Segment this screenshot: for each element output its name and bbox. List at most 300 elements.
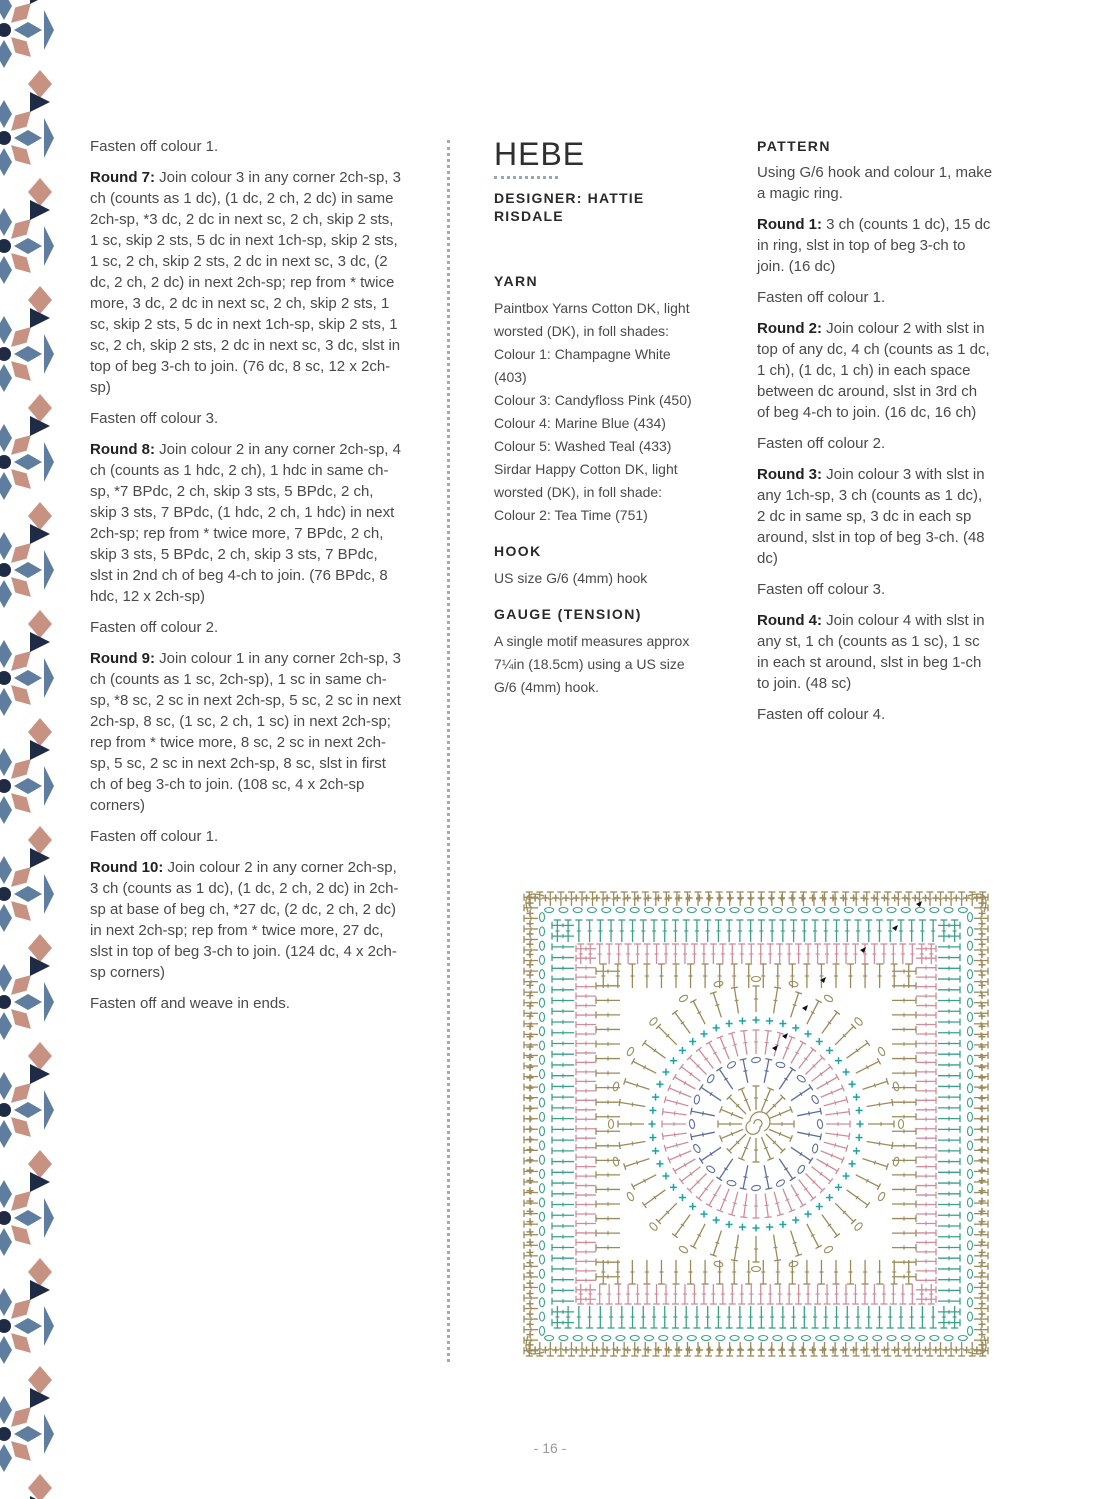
stitch-round-9 [527, 1167, 534, 1174]
stitch-round-10 [974, 1179, 988, 1186]
stitch-round-8 [640, 920, 647, 942]
stitch-round-10 [716, 892, 723, 906]
stitch-round-8 [865, 920, 872, 942]
chain-round-8 [540, 927, 545, 936]
stitch-round-7 [576, 1258, 596, 1265]
stitch-round-7 [596, 944, 603, 964]
stitch-round-6 [702, 1260, 709, 1284]
pattern-heading: PATTERN [757, 138, 831, 154]
chain-round-8 [944, 908, 953, 913]
stitch-round-7 [634, 944, 641, 964]
stitch-round-7 [852, 1284, 859, 1304]
stitch-round-3 [668, 1085, 692, 1097]
stitch-round-7 [576, 1248, 596, 1255]
stitch-round-8 [844, 920, 851, 942]
stitch-round-9 [979, 1239, 986, 1246]
stitch-round-8 [726, 920, 733, 942]
stitch-round-10 [758, 892, 765, 906]
stitch-round-8 [693, 1306, 700, 1328]
stitch-round-10 [524, 1084, 538, 1091]
stitch-round-8 [938, 1276, 960, 1283]
stitch-round-5 [672, 1010, 690, 1033]
stitch-round-7 [576, 1267, 596, 1274]
stitch-round-9 [819, 895, 826, 902]
stitch-round-8 [833, 920, 840, 942]
stitch-round-8 [822, 920, 829, 942]
chain-round-2 [694, 1095, 701, 1105]
stitch-round-7 [700, 1284, 707, 1304]
stitch-round-8 [790, 920, 797, 942]
chain-round-2 [751, 1057, 761, 1064]
chain-round-8 [616, 908, 625, 913]
stitch-round-4 [826, 1194, 833, 1201]
stitch-round-4 [856, 1134, 863, 1141]
stitch-round-7 [757, 944, 764, 964]
stitch-round-9 [979, 1280, 986, 1287]
stitch-round-10 [948, 892, 955, 906]
stitch-round-8 [938, 1158, 960, 1165]
stitch-round-10 [974, 1094, 988, 1101]
chain-round-8 [540, 1098, 545, 1107]
stitch-round-7 [916, 1135, 936, 1142]
stitch-round-7 [576, 1021, 596, 1028]
stitch-round-7 [576, 945, 596, 952]
stitch-round-8 [672, 920, 679, 942]
stitch-round-6 [596, 968, 620, 975]
stitch-round-10 [695, 892, 702, 906]
stitch-round-4 [853, 1147, 860, 1154]
stitch-round-10 [974, 968, 988, 975]
chain-round-8 [968, 984, 973, 993]
stitch-round-8 [938, 965, 960, 972]
fasten-off-note: Fasten off colour 1. [757, 289, 886, 306]
stitch-round-10 [524, 1273, 538, 1280]
stitch-round-9 [922, 895, 929, 902]
stitch-round-9 [706, 895, 713, 902]
stitch-round-7 [587, 1284, 594, 1304]
chain-round-8 [645, 1336, 654, 1341]
stitch-round-3 [662, 1121, 686, 1128]
stitch-round-7 [576, 1163, 596, 1170]
stitch-round-7 [748, 1284, 755, 1304]
stitch-round-4 [649, 1121, 656, 1128]
stitch-round-8 [769, 920, 776, 942]
stitch-round-9 [614, 895, 621, 902]
chain-round-5 [854, 1222, 864, 1232]
stitch-round-4 [792, 1217, 799, 1224]
stitch-round-7 [576, 1078, 596, 1085]
stitch-round-8 [919, 1306, 926, 1328]
stitch-round-8 [938, 1201, 960, 1208]
chain-round-8 [968, 1084, 973, 1093]
stitch-round-8 [693, 920, 700, 942]
stitch-round-9 [979, 1002, 986, 1009]
stitch-round-7 [576, 1173, 596, 1180]
stitch-round-5 [624, 1078, 650, 1089]
stitch-round-9 [979, 1290, 986, 1297]
chain-round-8 [559, 908, 568, 913]
stitch-round-6 [596, 1026, 620, 1033]
round-label: Round 8: [90, 441, 155, 458]
stitch-round-9 [593, 895, 600, 902]
stitch-round-4 [857, 1121, 864, 1128]
stitch-round-9 [552, 895, 559, 902]
stitch-round-8 [938, 1051, 960, 1058]
stitch-round-10 [800, 892, 807, 906]
stitch-round-8 [552, 933, 574, 940]
stitch-round-5 [773, 987, 781, 1013]
stitch-round-5 [835, 1203, 856, 1224]
stitch-round-7 [916, 1182, 936, 1189]
stitch-round-9 [527, 972, 534, 979]
stitch-round-8 [736, 920, 743, 942]
stitch-round-3 [728, 1192, 738, 1216]
stitch-round-10 [916, 1342, 923, 1356]
stitch-round-1 [753, 1086, 760, 1110]
stitch-round-6 [596, 1201, 620, 1208]
chain-round-8 [540, 1041, 545, 1050]
stitch-round-8 [552, 1147, 574, 1154]
stitch-round-10 [524, 978, 538, 985]
stitch-round-8 [812, 1306, 819, 1328]
stitch-round-4 [689, 1203, 696, 1210]
chain-round-8 [968, 1298, 973, 1307]
round-label: Round 7: [90, 169, 155, 186]
stitch-round-10 [789, 1342, 796, 1356]
stitch-round-7 [738, 1284, 745, 1304]
stitch-round-6 [892, 1259, 916, 1266]
page-number: - 16 - [533, 1440, 567, 1456]
stitch-round-6 [892, 1273, 916, 1280]
stitch-round-9 [979, 1054, 986, 1061]
stitch-round-10 [705, 892, 712, 906]
stitch-round-7 [916, 1106, 936, 1113]
stitch-round-8 [629, 1306, 636, 1328]
stitch-round-5 [753, 986, 760, 1012]
stitch-round-1 [766, 1134, 785, 1153]
stitch-round-6 [596, 997, 620, 1004]
stitch-round-7 [576, 1296, 596, 1303]
stitch-round-8 [865, 1306, 872, 1328]
tile-motif [0, 1064, 54, 1178]
stitch-round-8 [661, 1306, 668, 1328]
pattern-title: HEBE [494, 136, 586, 172]
stitch-round-9 [532, 1347, 539, 1354]
stitch-round-7 [916, 1154, 936, 1161]
stitch-round-8 [552, 1040, 574, 1047]
stitch-round-10 [974, 1073, 988, 1080]
stitch-round-6 [774, 1260, 781, 1284]
chain-round-8 [602, 908, 611, 913]
stitch-round-6 [818, 1260, 825, 1284]
chain-round-8 [830, 1336, 839, 1341]
stitch-round-10 [524, 936, 538, 943]
stitch-round-6 [596, 1113, 620, 1120]
stitch-round-4 [670, 1184, 677, 1191]
yarn-line: Paintbox Yarns Cotton DK, light [494, 300, 690, 316]
chain-round-5 [854, 1017, 864, 1027]
tile-motif [0, 956, 54, 1070]
chain-round-2 [817, 1119, 824, 1129]
designer-line-2: RISDALE [494, 208, 564, 224]
chain-round-8 [844, 1336, 853, 1341]
stitch-round-8 [661, 920, 668, 942]
stitch-round-3 [740, 1030, 747, 1054]
stitch-round-3 [774, 1192, 784, 1216]
chain-round-8 [968, 1241, 973, 1250]
stitch-round-4 [689, 1038, 696, 1045]
yarn-line: worsted (DK), in foll shade: [494, 484, 663, 500]
stitch-round-9 [901, 895, 908, 902]
stitch-round-5 [835, 1024, 856, 1045]
stitch-round-6 [745, 964, 752, 988]
stitch-round-2 [716, 1159, 732, 1181]
title-underline [494, 176, 558, 179]
stitch-round-10 [974, 1115, 988, 1122]
round-text: Join colour 2 in any corner 2ch-sp, 3 ch (counts as 1 dc), (1 dc, 2 ch, 2 dc) in 2ch-sp at base of beg ch, *27 dc, (2 dc, 2 ch, 2 dc) in next 2ch-sp; rep from * twice more, 27 dc, slst in top of beg 3-ch to join. (124 dc, 4 x 2ch-sp corners) [90, 859, 399, 981]
chain-round-8 [540, 1155, 545, 1164]
stitch-round-10 [958, 892, 965, 906]
stitch-round-9 [527, 1341, 534, 1348]
stitch-round-7 [576, 1059, 596, 1066]
stitch-round-7 [576, 1144, 596, 1151]
tile-motif [0, 848, 54, 962]
stitch-round-10 [737, 1342, 744, 1356]
stitch-round-7 [672, 1284, 679, 1304]
stitch-round-9 [799, 1347, 806, 1354]
stitch-round-3 [728, 1032, 738, 1056]
stitch-round-6 [847, 1260, 854, 1284]
stitch-round-3 [825, 1108, 849, 1115]
chain-round-8 [968, 1312, 973, 1321]
stitch-round-8 [552, 1169, 574, 1176]
stitch-round-3 [717, 1036, 729, 1060]
stitch-round-8 [586, 1306, 593, 1328]
stitch-round-6 [892, 982, 916, 989]
stitch-round-9 [527, 982, 534, 989]
chain-round-2 [706, 1074, 715, 1084]
stitch-round-4 [679, 1194, 686, 1201]
stitch-round-10 [974, 1273, 988, 1280]
stitch-round-3 [817, 1159, 840, 1174]
stitch-round-7 [916, 964, 936, 971]
stitch-round-6 [673, 1260, 680, 1284]
stitch-round-4 [701, 1211, 708, 1218]
stitch-round-9 [979, 930, 986, 937]
stitch-round-2 [779, 1067, 795, 1089]
chain-round-8 [540, 1212, 545, 1221]
stitch-round-5 [868, 1121, 894, 1128]
stitch-round-7 [916, 1068, 936, 1075]
stitch-round-7 [786, 944, 793, 964]
stitch-round-3 [753, 1030, 760, 1054]
stitch-round-10 [524, 1284, 538, 1291]
stitch-round-10 [524, 1073, 538, 1080]
stitch-round-9 [979, 1259, 986, 1266]
stitch-round-8 [938, 1126, 960, 1133]
tile-motif [0, 632, 54, 746]
stitch-round-10 [524, 1179, 538, 1186]
stitch-round-2 [797, 1108, 821, 1116]
stitch-round-4 [713, 1217, 720, 1224]
stitch-round-8 [715, 920, 722, 942]
stitch-round-4 [652, 1094, 659, 1101]
stitch-round-7 [576, 1049, 596, 1056]
chain-round-8 [673, 908, 682, 913]
stitch-round-7 [916, 1078, 936, 1085]
chain-round-8 [687, 1336, 696, 1341]
stitch-round-10 [974, 989, 988, 996]
tile-motif [0, 740, 54, 854]
stitch-round-6 [596, 1186, 620, 1193]
chain-round-8 [587, 908, 596, 913]
fasten-off-note: Fasten off colour 3. [757, 581, 886, 598]
stitch-round-7 [596, 1284, 603, 1304]
stitch-round-6 [596, 1215, 620, 1222]
stitch-round-10 [524, 1157, 538, 1164]
chain-round-8 [540, 1227, 545, 1236]
stitch-round-4 [835, 1184, 842, 1191]
stitch-round-8 [565, 1306, 572, 1328]
stitch-round-4 [805, 1030, 812, 1037]
stitch-round-6 [905, 1260, 912, 1284]
chain-round-8 [602, 1336, 611, 1341]
chain-round-8 [887, 1336, 896, 1341]
yarn-line: Colour 5: Washed Teal (433) [494, 438, 672, 454]
finishing-note: Fasten off and weave in ends. [90, 995, 290, 1012]
stitch-round-9 [527, 1054, 534, 1061]
stitch-round-5 [863, 1078, 889, 1089]
hook-text: US size G/6 (4mm) hook [494, 570, 648, 586]
stitch-round-7 [824, 944, 831, 964]
stitch-round-9 [922, 1347, 929, 1354]
chain-round-8 [968, 1070, 973, 1079]
stitch-round-9 [583, 1347, 590, 1354]
stitch-round-4 [649, 1134, 656, 1141]
stitch-round-9 [979, 920, 986, 927]
stitch-round-6 [892, 1128, 916, 1135]
chain-round-8 [702, 1336, 711, 1341]
stitch-round-6 [596, 1070, 620, 1077]
gauge-heading: GAUGE (TENSION) [494, 606, 642, 622]
stitch-round-7 [916, 1296, 936, 1303]
stitch-round-6 [658, 964, 665, 988]
stitch-round-8 [779, 920, 786, 942]
chain-round-8 [968, 1255, 973, 1264]
stitch-round-7 [909, 1284, 916, 1304]
stitch-round-7 [576, 1087, 596, 1094]
stitch-round-7 [681, 1284, 688, 1304]
stitch-round-6 [600, 1260, 607, 1284]
chain-round-2 [775, 1179, 785, 1188]
stitch-round-6 [596, 1128, 620, 1135]
chain-round-8 [968, 1284, 973, 1293]
stitch-round-7 [916, 1087, 936, 1094]
stitch-round-6 [892, 1201, 916, 1208]
chain-round-8 [540, 1255, 545, 1264]
stitch-round-8 [855, 920, 862, 942]
stitch-round-10 [974, 1147, 988, 1154]
pattern-intro: Using G/6 hook and colour 1, make a magic ring. [757, 164, 993, 202]
chain-round-8 [968, 1184, 973, 1193]
stitch-round-9 [527, 1280, 534, 1287]
chain-round-8 [958, 1336, 967, 1341]
stitch-round-8 [938, 1083, 960, 1090]
stitch-round-9 [717, 1347, 724, 1354]
stitch-round-7 [852, 944, 859, 964]
stitch-round-10 [974, 1105, 988, 1112]
stitch-round-8 [938, 986, 960, 993]
stitch-round-6 [892, 997, 916, 1004]
chain-round-8 [730, 908, 739, 913]
stitch-round-7 [710, 944, 717, 964]
stitch-round-6 [862, 1260, 869, 1284]
chain-round-2 [727, 1180, 737, 1187]
stitch-round-3 [668, 1151, 692, 1163]
stitch-round-9 [527, 1300, 534, 1307]
stitch-round-9 [562, 895, 569, 902]
stitch-round-4 [856, 1107, 863, 1114]
chain-round-5 [649, 1017, 659, 1027]
stitch-round-8 [951, 920, 958, 942]
chain-round-8 [630, 1336, 639, 1341]
round-7 [90, 167, 402, 398]
stitch-round-7 [663, 1284, 670, 1304]
start-arrow-icon [802, 1005, 808, 1011]
stitch-round-8 [552, 1255, 574, 1262]
fasten-off-note: Fasten off colour 4. [757, 706, 886, 723]
stitch-round-1 [727, 1134, 746, 1153]
chain-round-8 [968, 1227, 973, 1236]
stitch-round-7 [576, 1106, 596, 1113]
stitch-round-10 [524, 1126, 538, 1133]
stitch-round-10 [600, 892, 607, 906]
stitch-round-6 [892, 1171, 916, 1178]
chain-round-8 [801, 908, 810, 913]
stitch-round-7 [843, 1284, 850, 1304]
stitch-round-7 [576, 1220, 596, 1227]
stitch-round-5 [690, 1224, 705, 1249]
stitch-round-6 [892, 1142, 916, 1149]
stitch-round-6 [596, 1244, 620, 1251]
stitch-round-8 [704, 1306, 711, 1328]
stitch-round-10 [811, 1342, 818, 1356]
chain-round-8 [887, 908, 896, 913]
stitch-round-5 [822, 1010, 840, 1033]
stitch-round-10 [937, 1342, 944, 1356]
stitch-round-7 [880, 944, 887, 964]
stitch-round-7 [615, 1284, 622, 1304]
stitch-round-7 [916, 945, 936, 952]
round-text: Join colour 1 in any corner 2ch-sp, 3 ch (counts as 1 sc, 2ch-sp), 1 sc in same ch-sp, *8 sc, 2 sc in next 2ch-sp, 5 sc, 2 sc in next 2ch-sp, 8 sc, (1 sc, 2 ch, 1 sc) in next 2ch-sp; rep from * twice more, 8 sc, 2 sc in next 2ch-sp, 5 sc, 2 sc in next 2ch-sp, 8 sc, slst in first ch of beg 3-ch to join. (108 sc, 4 x 2ch-sp corners) [90, 650, 401, 814]
stitch-round-8 [758, 920, 765, 942]
stitch-round-7 [576, 1211, 596, 1218]
stitch-round-6 [658, 1260, 665, 1284]
stitch-round-5 [807, 999, 822, 1024]
stitch-round-3 [717, 1189, 729, 1213]
stitch-round-7 [916, 1002, 936, 1009]
stitch-round-5 [656, 1203, 677, 1224]
stitch-round-9 [624, 1347, 631, 1354]
stitch-round-8 [597, 1306, 604, 1328]
stitch-round-7 [916, 1116, 936, 1123]
stitch-round-10 [974, 1305, 988, 1312]
stitch-round-10 [705, 1342, 712, 1356]
stitch-round-8 [552, 1265, 574, 1272]
stitch-round-5 [690, 999, 705, 1024]
stitch-round-3 [765, 1030, 772, 1054]
stitch-round-7 [880, 1284, 887, 1304]
